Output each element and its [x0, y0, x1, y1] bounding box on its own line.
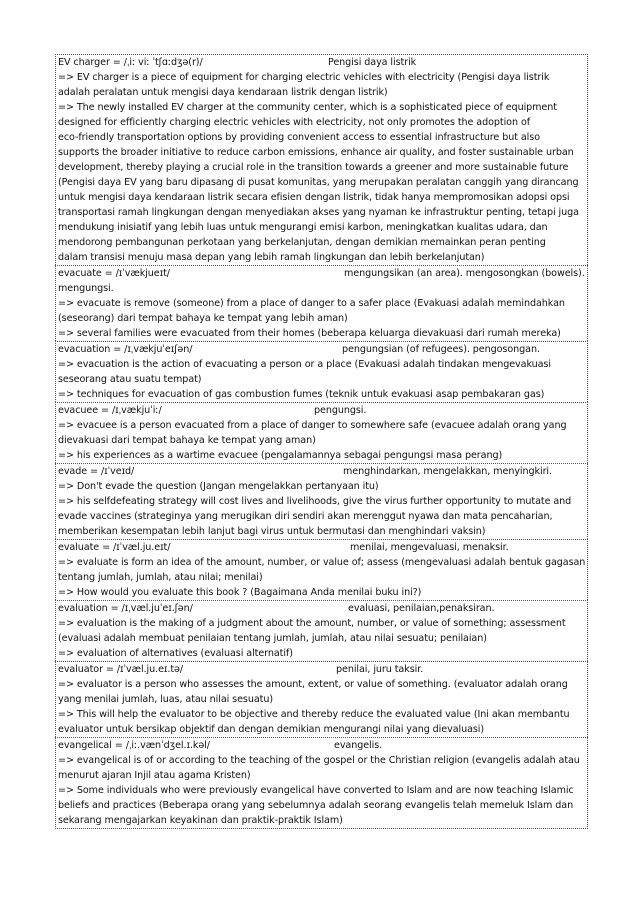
entry-header — [58, 738, 586, 753]
entry-translation: Pengisi daya listrik — [328, 57, 417, 68]
entry-text-line: => This will help the evaluator to be objective and thereby reduce the evaluated value (Ini akan membantu — [58, 709, 570, 720]
entry-text-line: => Don't evade the question (Jangan mengelakkan pertanyaan itu) — [58, 481, 379, 492]
entry-text-line: designed for efficiently charging electric vehicles with electricity, not only promotes the adoption of — [58, 117, 531, 128]
entry-header — [58, 403, 586, 418]
entry-text-line: => his selfdefeating strategy will cost lives and livelihoods, give the virus further opportunity to mutate and — [58, 496, 572, 507]
entry-box — [55, 265, 588, 341]
entry-text-line: tentang jumlah, jumlah, atau nilai; menilai) — [58, 572, 263, 583]
entry-box — [55, 737, 588, 829]
entry-text-line: transportasi ramah lingkungan dengan menyediakan akses yang nyaman ke infrastruktur penting, tetapi juga — [58, 207, 579, 218]
entry-translation: pengungsian (of refugees). pengosongan. — [342, 344, 540, 355]
entry-translation: mengungsikan (an area). mengosongkan (bowels). — [344, 268, 585, 279]
entry-text-line: dalam transisi menuju masa depan yang lebih ramah lingkungan dan lebih berkelanjutan) — [58, 252, 485, 263]
entry-term: evacuate = /ɪˈvækjueɪt/ — [58, 268, 170, 279]
entry-translation: menghindarkan, mengelakkan, menyingkiri. — [343, 466, 552, 477]
entry-header — [58, 601, 586, 616]
entry-box — [55, 54, 588, 265]
entry-text-line: => his experiences as a wartime evacuee (pengalamannya sebagai pengungsi masa perang) — [58, 450, 503, 461]
entry-text-line: => evacuation is the action of evacuating a person or a place (Evakuasi adalah tindakan mengevakuasi — [58, 359, 551, 370]
entry-text-line: => evacuee is a person evacuated from a place of danger to somewhere safe (evacuee adalah orang yang — [58, 420, 567, 431]
entry-text-line: untuk mengisi daya kendaraan listrik secara efisien dengan listrik, tidak hanya mempromosikan adopsi opsi — [58, 192, 570, 203]
entry-text-line: mendorong pembangunan perkotaan yang berkelanjutan, dengan demikian memainkan peran penting — [58, 237, 546, 248]
entry-term: evacuee = /ɪˌvækjuˈiː/ — [58, 405, 162, 416]
entry-header — [58, 342, 586, 357]
entry-text-line: development, thereby playing a crucial role in the transition towards a greener and more sustainable future — [58, 162, 569, 173]
entry-text-line: sekarang mengajarkan keyakinan dan praktik-praktik Islam) — [58, 815, 343, 826]
entry-text-line: => Some individuals who were previously evangelical have converted to Islam and are now teaching Islamic — [58, 785, 574, 796]
entry-text-line: (seseorang) dari tempat bahaya ke tempat yang lebih aman) — [58, 313, 348, 324]
entry-text-line: mendukung inisiatif yang lebih luas untuk mengurangi emisi karbon, meningkatkan kualitas udara, dan — [58, 222, 548, 233]
entry-term: evacuation = /ɪˌvækjuˈeɪʃən/ — [58, 344, 193, 355]
entry-header — [58, 464, 586, 479]
entry-box — [55, 661, 588, 737]
entry-text-line: => evaluation of alternatives (evaluasi alternatif) — [58, 648, 293, 659]
entry-text-line: (evaluasi adalah membuat penilaian tentang jumlah, jumlah, atau nilai sesuatu; penilaian) — [58, 633, 487, 644]
entry-text-line: supports the broader initiative to reduce carbon emissions, enhance air quality, and foster sustainable urban — [58, 147, 574, 158]
entry-text-line: evaluator untuk bersikap objektif dan dengan demikian mengurangi nilai yang dievaluasi) — [58, 724, 485, 735]
entry-translation: pengungsi. — [314, 405, 367, 416]
entry-text-line: => techniques for evacuation of gas combustion fumes (teknik untuk evakuasi asap pembakaran gas) — [58, 389, 545, 400]
entry-translation: evaluasi, penilaian,penaksiran. — [348, 603, 495, 614]
entry-term: evangelical = /ˌiː.vænˈdʒel.ɪ.kəl/ — [58, 740, 210, 751]
entry-box — [55, 402, 588, 463]
entry-text-line: (Pengisi daya EV yang baru dipasang di pusat komunitas, yang merupakan peralatan canggih yang dirancang — [58, 177, 579, 188]
entry-text-line: memberikan kesempatan lebih lanjut bagi virus untuk bermutasi dan menghindari vaksin) — [58, 526, 486, 537]
entry-text-line: evade vaccines (strateginya yang merugikan diri sendiri akan merenggut nyawa dan mata pencaharian, — [58, 511, 553, 522]
entry-text-line: => evaluate is form an idea of the amount, number, or value of; assess (mengevaluasi adalah bentuk gagasan — [58, 557, 586, 568]
entry-text-line: beliefs and practices (Beberapa orang yang sebelumnya adalah seorang evangelis telah memeluk Islam dan — [58, 800, 574, 811]
entry-box — [55, 539, 588, 600]
entry-text-line: menurut ajaran Injil atau agama Kristen) — [58, 770, 251, 781]
entry-text-line: => EV charger is a piece of equipment for charging electric vehicles with electricity (Pengisi daya listrik — [58, 72, 550, 83]
entry-text-line: seseorang atau suatu tempat) — [58, 374, 202, 385]
entry-translation: evangelis. — [334, 740, 383, 751]
entry-header — [58, 266, 586, 281]
entry-box — [55, 463, 588, 539]
entry-text-line: eco-friendly transportation options by providing convenient access to essential infrastructure but also — [58, 132, 540, 143]
entry-term: evaluate = /ɪˈvæl.ju.eɪt/ — [58, 542, 171, 553]
entry-text-line: => evangelical is of or according to the teaching of the gospel or the Christian religion (evangelis adalah atau — [58, 755, 580, 766]
entry-text-line: => The newly installed EV charger at the community center, which is a sophisticated piece of equipment — [58, 102, 557, 113]
entry-term: evaluator = /ɪˈvæl.ju.eɪ.tə/ — [58, 664, 184, 675]
entry-text-line: => several families were evacuated from their homes (beberapa keluarga dievakuasi dari rumah mereka) — [58, 328, 561, 339]
entry-translation: menilai, mengevaluasi, menaksir. — [350, 542, 509, 553]
entry-box — [55, 341, 588, 402]
entry-header — [58, 662, 586, 677]
entry-translation: penilai, juru taksir. — [336, 664, 424, 675]
entry-text-line: yang menilai jumlah, luas, atau nilai sesuatu) — [58, 694, 273, 705]
entry-term: evade = /ɪˈveɪd/ — [58, 466, 135, 477]
entry-text-line: => evaluator is a person who assesses the amount, extent, or value of something. (evaluator adalah orang — [58, 679, 568, 690]
entry-term: EV charger = /ˌiː viː ˈtʃɑːdʒə(r)/ — [58, 57, 203, 68]
entry-text-line: dievakuasi dari tempat bahaya ke tempat yang aman) — [58, 435, 316, 446]
entry-text-line: => evaluation is the making of a judgment about the amount, number, or value of something; assessment — [58, 618, 566, 629]
entry-box — [55, 600, 588, 661]
entry-text-line: => How would you evaluate this book ? (Bagaimana Anda menilai buku ini?) — [58, 587, 422, 598]
vocabulary-document — [55, 54, 588, 829]
entry-text-line: => evacuate is remove (someone) from a place of danger to a safer place (Evakuasi adalah memindahkan — [58, 298, 565, 309]
entry-header — [58, 55, 586, 70]
entry-text-line: mengungsi. — [58, 283, 114, 294]
entry-term: evaluation = /ɪˌvæl.juˈeɪ.ʃən/ — [58, 603, 193, 614]
entry-text-line: adalah peralatan untuk mengisi daya kendaraan listrik dengan listrik) — [58, 87, 388, 98]
entry-header — [58, 540, 586, 555]
